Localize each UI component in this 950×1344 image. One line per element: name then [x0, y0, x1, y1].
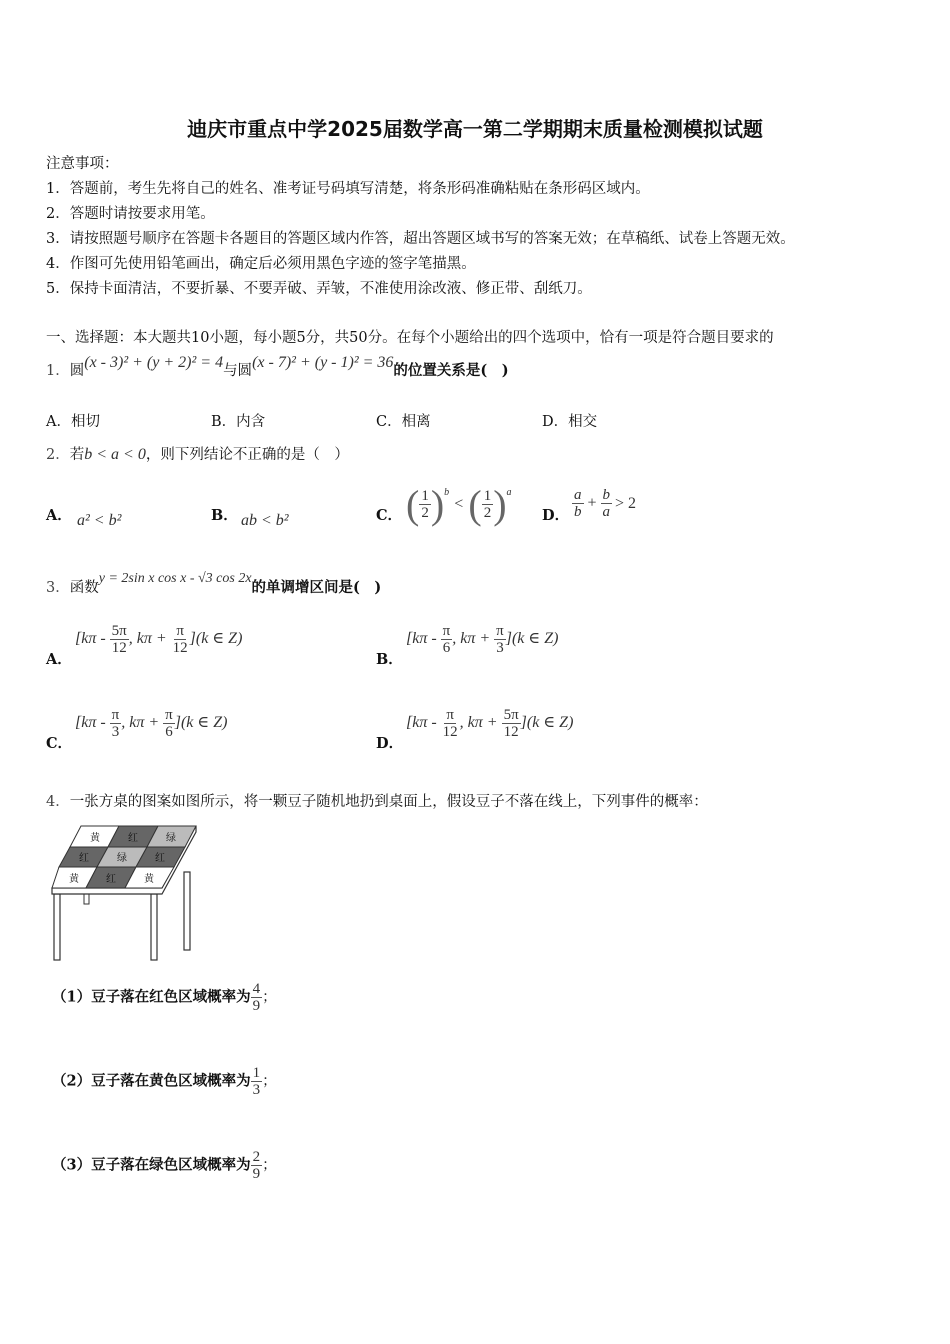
q2-label-d: D． [542, 507, 570, 524]
notice-item: 2．答题时请按要求用笔。 [46, 206, 215, 222]
section-heading: 一、选择题：本大题共10小题，每小题5分，共50分。在每个小题给出的四个选项中，恰有一项是符合题目要求的 [46, 330, 774, 346]
question-number: 3． [46, 580, 70, 596]
q2-option-d: $\frac{a}{b}$ + $\frac{b}{a}$ > 2 [574, 487, 637, 520]
q4-item-1: （1）豆子落在红色区域概率为 $\frac{4}{9}$ ； [52, 981, 277, 1014]
q4-item-3: （3）豆子落在绿色区域概率为 $\frac{2}{9}$ ； [52, 1149, 277, 1182]
q1-equation-2: (x - 7)² + (y - 1)² = 36 [252, 354, 394, 371]
q2-option-a: a² < b² [77, 512, 122, 529]
q1-equation-1: (x - 3)² + (y + 2)² = 4 [84, 354, 224, 371]
q3-post: 的单调增区间是( ) [251, 579, 382, 596]
q3-function: y = 2sin x cos x - √3 cos 2x [98, 571, 252, 586]
q3-option-b: [kπ - $\frac{\pi}{6}$ , kπ + $\frac{\pi}{3}$ ](k ∈ Z) [406, 623, 559, 656]
grid-label: 黄 [90, 833, 100, 844]
question-number: 2． [46, 447, 70, 463]
q3-label-b: B． [376, 651, 403, 668]
question-4 [46, 790, 708, 811]
question-number: 1． [46, 363, 70, 379]
q3-option-d: [kπ - $\frac{\pi}{12}$ , kπ + $\frac{5\pi}{12}$ ](k ∈ Z) [406, 707, 574, 740]
q2-condition: b < a < 0 [84, 446, 146, 463]
notice-item: 3．请按照题号顺序在答题卡各题目的答题区域内作答，超出答题区域书写的答案无效；在草稿纸、试卷上答题无效。 [46, 231, 795, 247]
q3-label-a: A． [46, 651, 72, 668]
q1-option-c: C．相离 [376, 414, 431, 430]
grid-label: 红 [155, 853, 165, 864]
table-figure [50, 822, 200, 962]
q1-option-b: B．内含 [211, 414, 266, 430]
q3-option-a: [kπ - $\frac{5\pi}{12}$ , kπ + $\frac{\pi}{12}$ ](k ∈ Z) [75, 623, 243, 656]
grid-label: 红 [106, 874, 116, 885]
question-2 [46, 443, 349, 464]
q2-label-a: A． [46, 507, 72, 524]
q3-pre: 函数 [69, 580, 99, 596]
q1-pre: 圆 [69, 363, 85, 379]
q2-label-c: C． [376, 507, 403, 524]
question-1 [46, 354, 509, 380]
q1-option-d: D．相交 [542, 414, 598, 430]
q3-label-c: C． [46, 735, 73, 752]
notice-item: 5．保持卡面清洁，不要折暴、不要弄破、弄皱，不准使用涂改液、修正带、刮纸刀。 [46, 281, 592, 297]
q3-label-d: D． [376, 735, 404, 752]
q2-option-b: ab < b² [241, 512, 289, 529]
q2-post: ，则下列结论不正确的是（ ） [145, 447, 349, 463]
grid-label: 红 [128, 833, 138, 844]
question-number: 4． [46, 794, 70, 810]
grid-label: 红 [79, 853, 89, 864]
q1-mid: 与圆 [223, 363, 253, 379]
q3-option-c: [kπ - $\frac{\pi}{3}$ , kπ + $\frac{\pi}{6}$ ](k ∈ Z) [75, 707, 228, 740]
grid-label: 黄 [69, 874, 79, 885]
page-title: 迪庆市重点中学2025届数学高一第二学期期末质量检测模拟试题 [187, 117, 763, 141]
grid-label: 绿 [166, 833, 176, 844]
q4-text: 一张方桌的图案如图所示，将一颗豆子随机地扔到桌面上，假设豆子不落在线上，下列事件的概率： [69, 794, 708, 810]
q1-post: 的位置关系是( ) [393, 362, 509, 379]
notice-item: 4．作图可先使用铅笔画出，确定后必须用黑色字迹的签字笔描黑。 [46, 256, 476, 272]
notice-heading: 注意事项： [46, 156, 119, 172]
q2-option-c: ( $\frac{1}{2}$ )$^b$ < ( $\frac{1}{2}$ )$^a$ [406, 482, 512, 527]
q1-option-a: A．相切 [46, 414, 100, 430]
q4-item-2: （2）豆子落在黄色区域概率为 $\frac{1}{3}$ ； [52, 1065, 277, 1098]
q2-pre: 若 [69, 447, 85, 463]
question-3 [46, 571, 382, 597]
grid-label: 黄 [144, 874, 154, 885]
q2-label-b: B． [211, 507, 238, 524]
grid-label: 绿 [117, 853, 127, 864]
notice-item: 1．答题前，考生先将自己的姓名、准考证号码填写清楚，将条形码准确粘贴在条形码区域内。 [46, 181, 650, 197]
